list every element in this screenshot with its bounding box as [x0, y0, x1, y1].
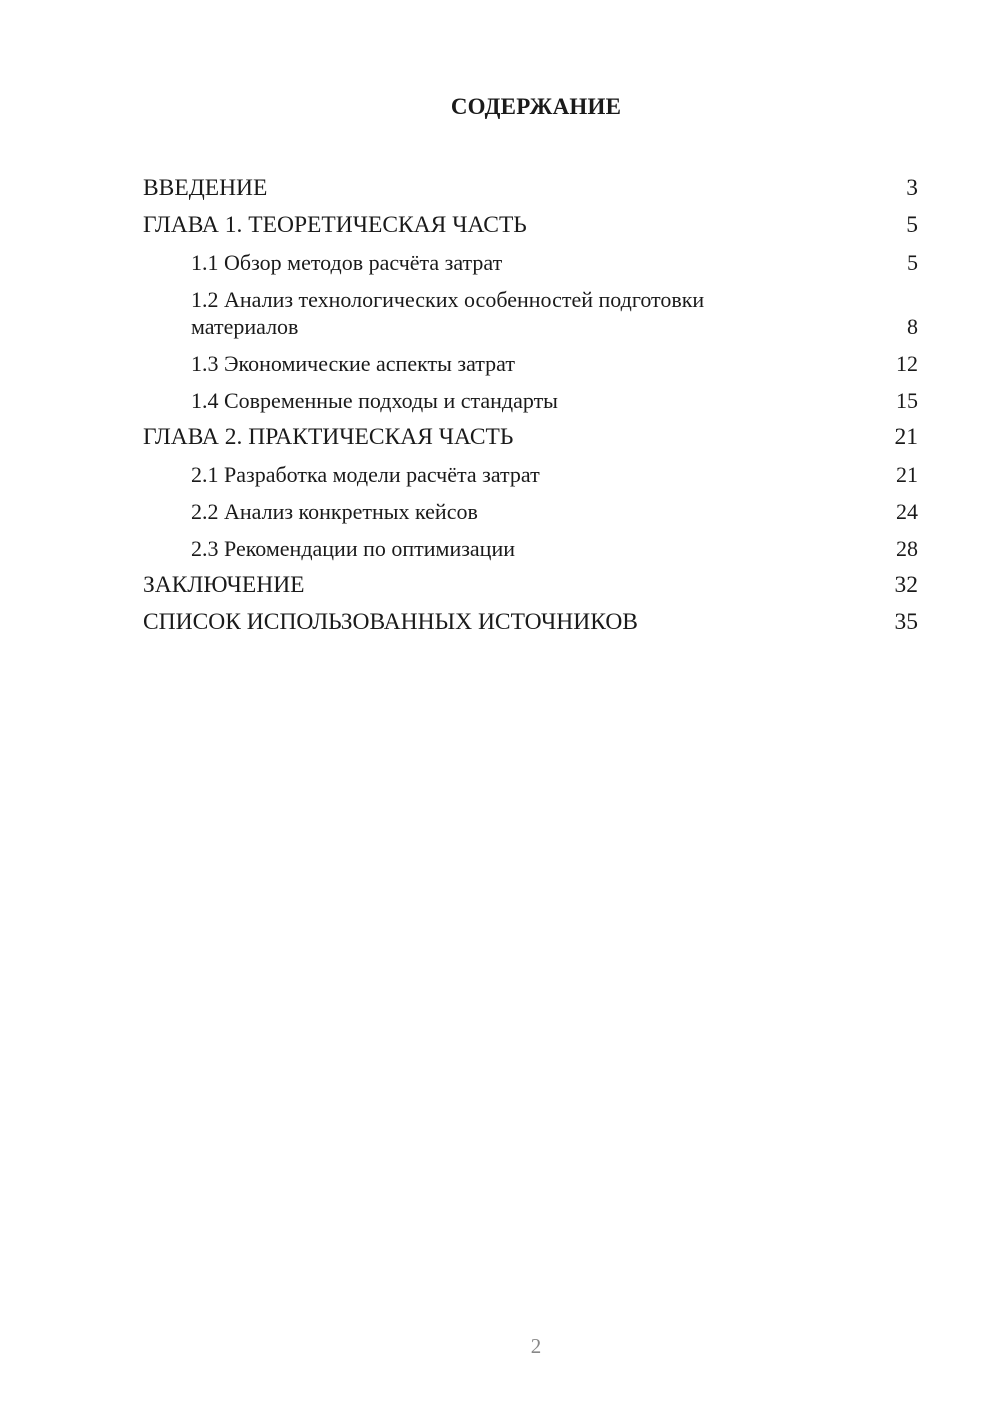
toc-entry-page: 8: [907, 314, 918, 339]
toc-entry-page: 28: [896, 536, 918, 561]
toc-entry-page: 12: [896, 351, 918, 376]
toc-entry-chapter-2: [143, 419, 918, 456]
toc-entry-title: 1.4 Современные подходы и стандарты: [191, 388, 558, 413]
toc-entry-references: [143, 604, 918, 641]
toc-list: [143, 170, 918, 641]
toc-entry-section-1-4: [143, 382, 918, 419]
toc-entry-section-2-1: [143, 456, 918, 493]
toc-entry-title: ВВЕДЕНИЕ: [143, 175, 268, 201]
toc-entry-page: 24: [896, 499, 918, 524]
toc-entry-chapter-1: [143, 207, 918, 244]
toc-entry-title: 2.3 Рекомендации по оптимизации: [191, 536, 516, 561]
toc-entry-page: 32: [894, 572, 918, 598]
toc-entry-page: 35: [894, 609, 918, 635]
toc-entry-page: 3: [906, 175, 918, 201]
toc-entry-page: 21: [896, 462, 918, 487]
toc-entry-section-2-2: [143, 493, 918, 530]
toc-entry-title: ГЛАВА 2. ПРАКТИЧЕСКАЯ ЧАСТЬ: [143, 424, 514, 450]
toc-entry-title: 2.2 Анализ конкретных кейсов: [191, 499, 478, 524]
toc-entry-title: 1.2 Анализ технологических особенностей подготовки материалов: [191, 287, 705, 339]
toc-entry-section-2-3: [143, 530, 918, 567]
toc-entry-conclusion: [143, 567, 918, 604]
toc-entry-section-1-1: [143, 244, 918, 281]
toc-entry-title: СПИСОК ИСПОЛЬЗОВАННЫХ ИСТОЧНИКОВ: [143, 609, 638, 635]
toc-entry-section-1-2: [143, 281, 918, 345]
toc-entry-title: ГЛАВА 1. ТЕОРЕТИЧЕСКАЯ ЧАСТЬ: [143, 212, 527, 238]
toc-entry-page: 21: [894, 424, 918, 450]
toc-heading: СОДЕРЖАНИЕ: [450, 94, 622, 119]
toc-entry-page: 15: [896, 388, 918, 413]
toc-entry-section-1-3: [143, 345, 918, 382]
toc-entry-page: 5: [907, 250, 918, 275]
page-number: 2: [530, 1334, 542, 1358]
toc-entry-introduction: [143, 170, 918, 207]
toc-entry-title: ЗАКЛЮЧЕНИЕ: [143, 572, 305, 598]
toc-entry-title: 1.3 Экономические аспекты затрат: [191, 351, 515, 376]
toc-entry-page: 5: [906, 212, 918, 238]
toc-entry-title: 2.1 Разработка модели расчёта затрат: [191, 462, 540, 487]
toc-entry-title: 1.1 Обзор методов расчёта затрат: [191, 250, 503, 275]
